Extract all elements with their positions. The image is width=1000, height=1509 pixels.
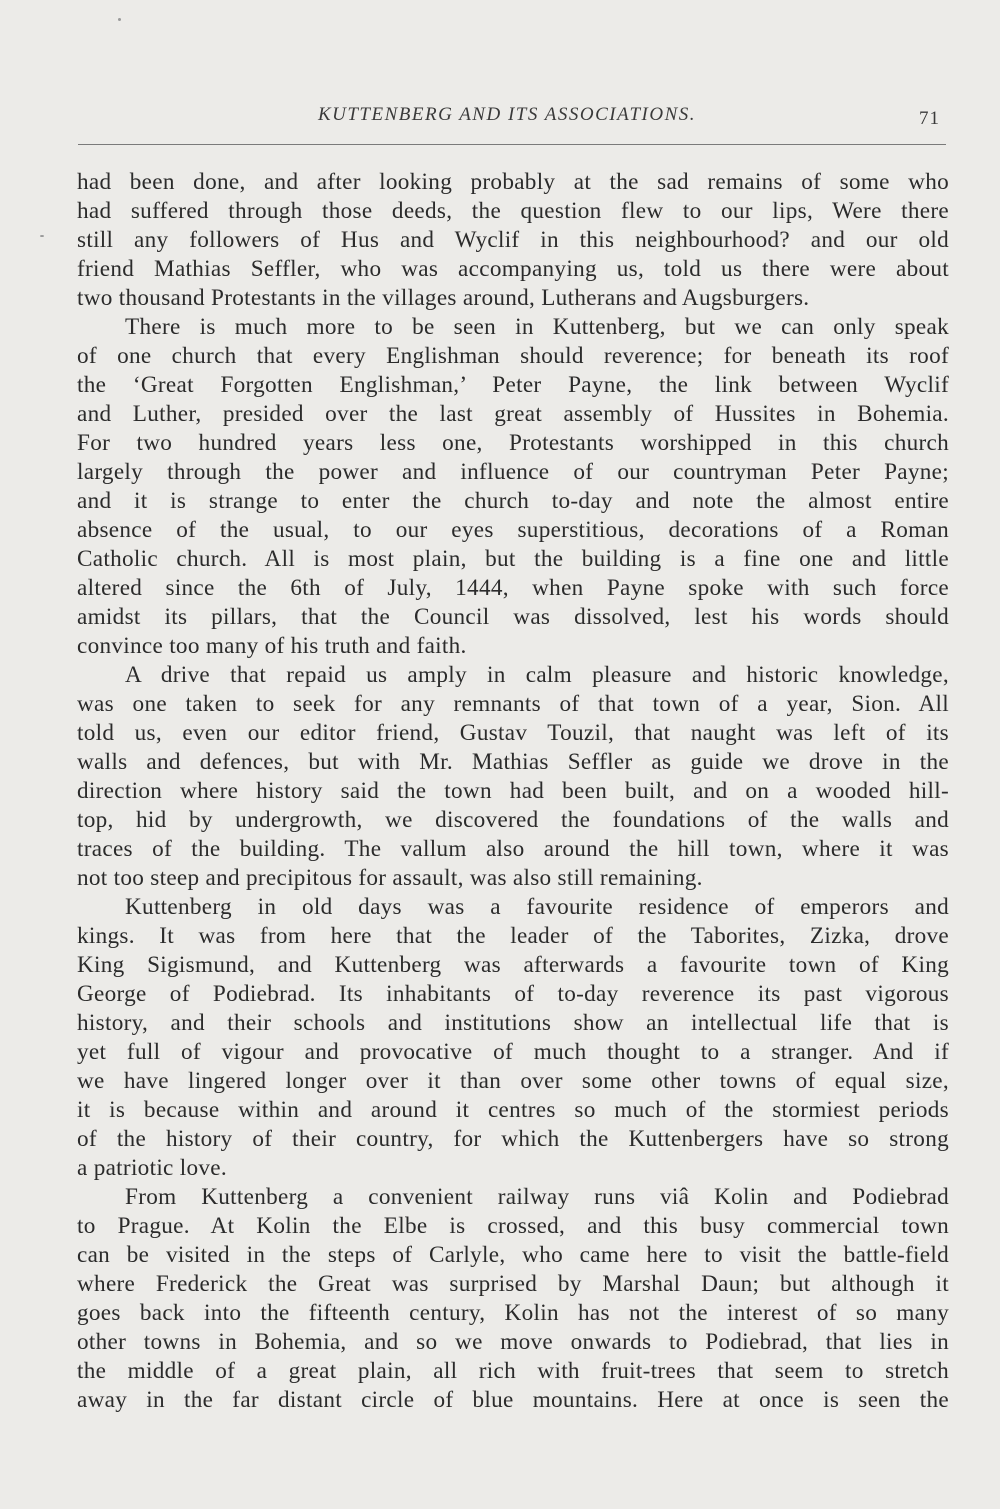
text-line: had suffered through those deeds, the question flew to our lips, Were there: [77, 198, 949, 224]
text-line: absence of the usual, to our eyes superstitious, decorations of a Roman: [77, 517, 949, 543]
text-line: to Prague. At Kolin the Elbe is crossed, and this busy commercial town: [77, 1213, 949, 1239]
text-line: friend Mathias Seffler, who was accompanying us, told us there were about: [77, 256, 949, 282]
text-line: the ‘Great Forgotten Englishman,’ Peter Payne, the link between Wyclif: [77, 372, 949, 398]
text-line: traces of the building. The vallum also around the hill town, where it was: [77, 836, 949, 862]
text-line: Catholic church. All is most plain, but the building is a fine one and little: [77, 546, 949, 572]
text-line: convince too many of his truth and faith.: [77, 633, 467, 659]
text-line: had been done, and after looking probably at the sad remains of some who: [77, 169, 949, 195]
text-line: amidst its pillars, that the Council was dissolved, lest his words should: [77, 604, 949, 630]
text-line: and it is strange to enter the church to-day and note the almost entire: [77, 488, 949, 514]
text-line: There is much more to be seen in Kuttenberg, but we can only speak: [125, 314, 949, 340]
text-line: walls and defences, but with Mr. Mathias Seffler as guide we drove in the: [77, 749, 949, 775]
running-head: [78, 104, 948, 136]
text-line: and Luther, presided over the last great assembly of Hussites in Bohemia.: [77, 401, 949, 427]
body-text: [77, 168, 949, 1415]
text-line: we have lingered longer over it than over some other towns of equal size,: [77, 1068, 949, 1094]
text-line: told us, even our editor friend, Gustav Touzil, that naught was left of its: [77, 720, 949, 746]
text-line: was one taken to seek for any remnants of that town of a year, Sion. All: [77, 691, 949, 717]
text-line: not too steep and precipitous for assault, was also still remaining.: [77, 865, 703, 891]
text-line: of the history of their country, for which the Kuttenbergers have so strong: [77, 1126, 949, 1152]
text-line: top, hid by undergrowth, we discovered the foundations of the walls and: [77, 807, 949, 833]
text-line: goes back into the fifteenth century, Kolin has not the interest of so many: [77, 1300, 949, 1326]
header-rule: [78, 144, 946, 145]
text-line: can be visited in the steps of Carlyle, who came here to visit the battle-field: [77, 1242, 949, 1268]
text-line: For two hundred years less one, Protestants worshipped in this church: [77, 430, 949, 456]
text-line: kings. It was from here that the leader of the Taborites, Zizka, drove: [77, 923, 949, 949]
text-line: a patriotic love.: [77, 1155, 227, 1181]
text-line: where Frederick the Great was surprised by Marshal Daun; but although it: [77, 1271, 949, 1297]
text-line: Kuttenberg in old days was a favourite residence of emperors and: [125, 894, 949, 920]
text-line: other towns in Bohemia, and so we move onwards to Podiebrad, that lies in: [77, 1329, 949, 1355]
running-title: KUTTENBERG AND ITS ASSOCIATIONS.: [317, 104, 697, 125]
text-line: still any followers of Hus and Wyclif in this neighbourhood? and our old: [77, 227, 949, 253]
text-line: it is because within and around it centres so much of the stormiest periods: [77, 1097, 949, 1123]
ink-speck: [40, 235, 44, 237]
page-number: 71: [919, 108, 940, 129]
text-line: King Sigismund, and Kuttenberg was afterwards a favourite town of King: [77, 952, 949, 978]
ink-speck: [118, 18, 121, 21]
text-line: away in the far distant circle of blue mountains. Here at once is seen the: [77, 1387, 949, 1413]
text-line: the middle of a great plain, all rich with fruit-trees that seem to stretch: [77, 1358, 949, 1384]
text-line: From Kuttenberg a convenient railway runs viâ Kolin and Podiebrad: [125, 1184, 949, 1210]
text-line: largely through the power and influence of our countryman Peter Payne;: [77, 459, 949, 485]
text-line: George of Podiebrad. Its inhabitants of to-day reverence its past vigorous: [77, 981, 949, 1007]
text-line: history, and their schools and institutions show an intellectual life that is: [77, 1010, 949, 1036]
text-line: yet full of vigour and provocative of much thought to a stranger. And if: [77, 1039, 949, 1065]
text-line: altered since the 6th of July, 1444, when Payne spoke with such force: [77, 575, 949, 601]
text-line: two thousand Protestants in the villages around, Lutherans and Augsburgers.: [77, 285, 810, 311]
text-line: A drive that repaid us amply in calm pleasure and historic knowledge,: [125, 662, 949, 688]
text-line: direction where history said the town had been built, and on a wooded hill-: [77, 778, 949, 804]
text-line: of one church that every Englishman should reverence; for beneath its roof: [77, 343, 949, 369]
